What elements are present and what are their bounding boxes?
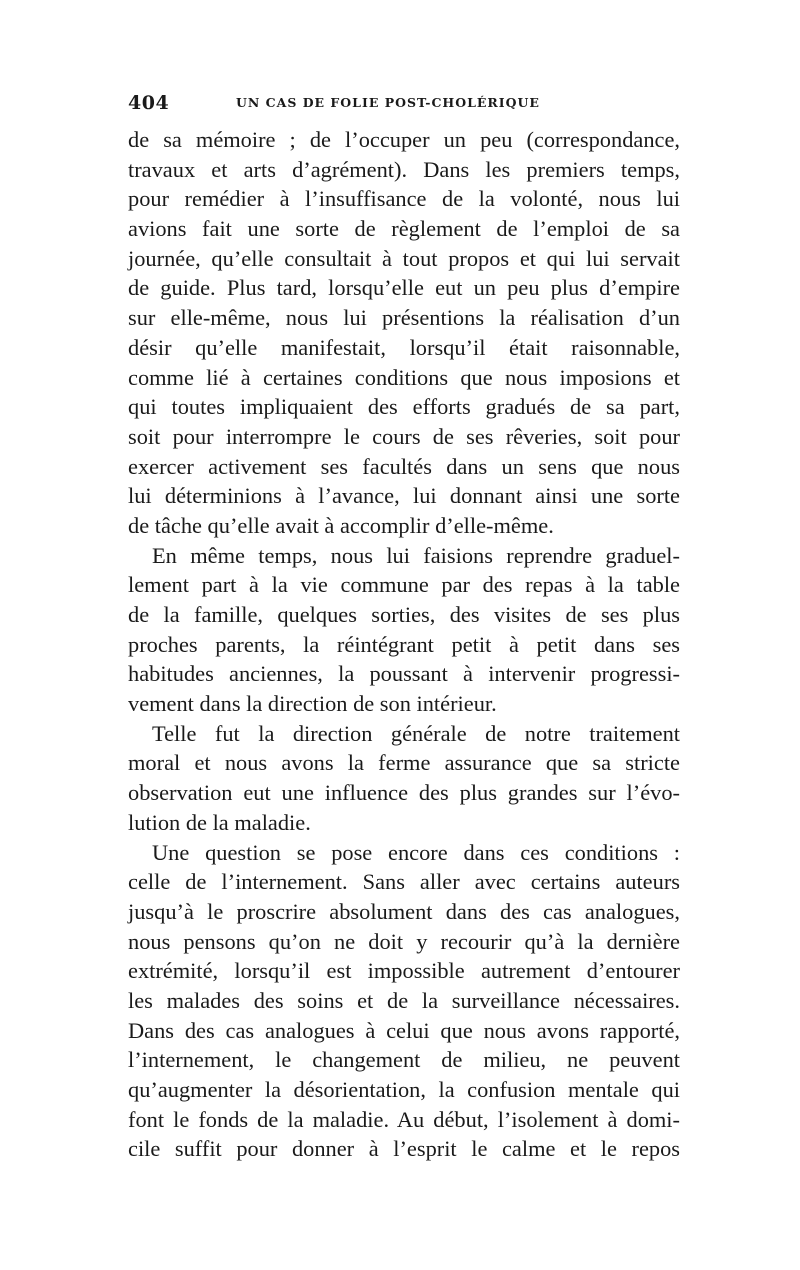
- body-text: [128, 125, 680, 1164]
- text-line: lution de la maladie.: [128, 809, 311, 835]
- text-line: travaux et arts d’agrément). Dans les premiers temps,: [128, 156, 680, 182]
- text-line: de guide. Plus tard, lorsqu’elle eut un peu plus d’empire: [128, 275, 680, 301]
- text-line: lui déterminions à l’avance, lui donnant ainsi une sorte: [128, 483, 680, 509]
- running-title: UN CAS DE FOLIE POST-CHOLÉRIQUE: [236, 95, 540, 110]
- text-line: de la famille, quelques sorties, des visites de ses plus: [128, 602, 680, 627]
- text-line: de tâche qu’elle avait à accomplir d’elle-même.: [128, 512, 554, 538]
- text-line: Telle fut la direction générale de notre traitement: [152, 720, 680, 746]
- text-line: les malades des soins et de la surveillance nécessaires.: [128, 987, 680, 1013]
- text-line: désir qu’elle manifestait, lorsqu’il était raisonnable,: [128, 334, 680, 360]
- text-line: lement part à la vie commune par des repas à la table: [128, 572, 680, 598]
- text-line: celle de l’internement. Sans aller avec certains auteurs: [128, 869, 680, 895]
- text-line: extrémité, lorsqu’il est impossible autrement d’entourer: [128, 958, 680, 984]
- text-line: qu’augmenter la désorientation, la confusion mentale qui: [128, 1077, 680, 1102]
- text-line: pour remédier à l’insuffisance de la volonté, nous lui: [128, 186, 680, 212]
- page-header: [128, 92, 688, 116]
- text-line: l’internement, le changement de milieu, ne peuvent: [128, 1047, 680, 1073]
- text-line: font le fonds de la maladie. Au début, l’isolement à domi-: [128, 1106, 680, 1132]
- text-line: sur elle-même, nous lui présentions la réalisation d’un: [128, 305, 680, 331]
- text-line: qui toutes impliquaient des efforts gradués de sa part,: [128, 394, 680, 420]
- text-line: nous pensons qu’on ne doit y recourir qu’à la dernière: [128, 928, 680, 954]
- text-line: journée, qu’elle consultait à tout propos et qui lui servait: [128, 245, 680, 271]
- text-line: exercer activement ses facultés dans un sens que nous: [128, 453, 680, 479]
- text-line: avions fait une sorte de règlement de l’emploi de sa: [128, 216, 680, 242]
- text-line: de sa mémoire ; de l’occuper un peu (correspondance,: [128, 127, 680, 152]
- text-line: proches parents, la réintégrant petit à petit dans ses: [128, 631, 680, 657]
- text-line: En même temps, nous lui faisions reprendre graduel-: [152, 542, 680, 568]
- text-line: vement dans la direction de son intérieur.: [128, 691, 497, 717]
- text-line: soit pour interrompre le cours de ses rêveries, soit pour: [128, 423, 680, 449]
- text-line: jusqu’à le proscrire absolument dans des cas analogues,: [128, 898, 680, 924]
- text-line: comme lié à certaines conditions que nous imposions et: [128, 364, 680, 390]
- text-line: Dans des cas analogues à celui que nous avons rapporté,: [128, 1017, 680, 1043]
- text-line: cile suffit pour donner à l’esprit le calme et le repos: [128, 1136, 680, 1162]
- text-line: moral et nous avons la ferme assurance que sa stricte: [128, 750, 680, 776]
- page-number: 404: [128, 92, 170, 114]
- text-line: observation eut une influence des plus grandes sur l’évo-: [128, 780, 680, 806]
- text-line: habitudes anciennes, la poussant à intervenir progressi-: [128, 661, 680, 687]
- text-line: Une question se pose encore dans ces conditions :: [152, 839, 680, 865]
